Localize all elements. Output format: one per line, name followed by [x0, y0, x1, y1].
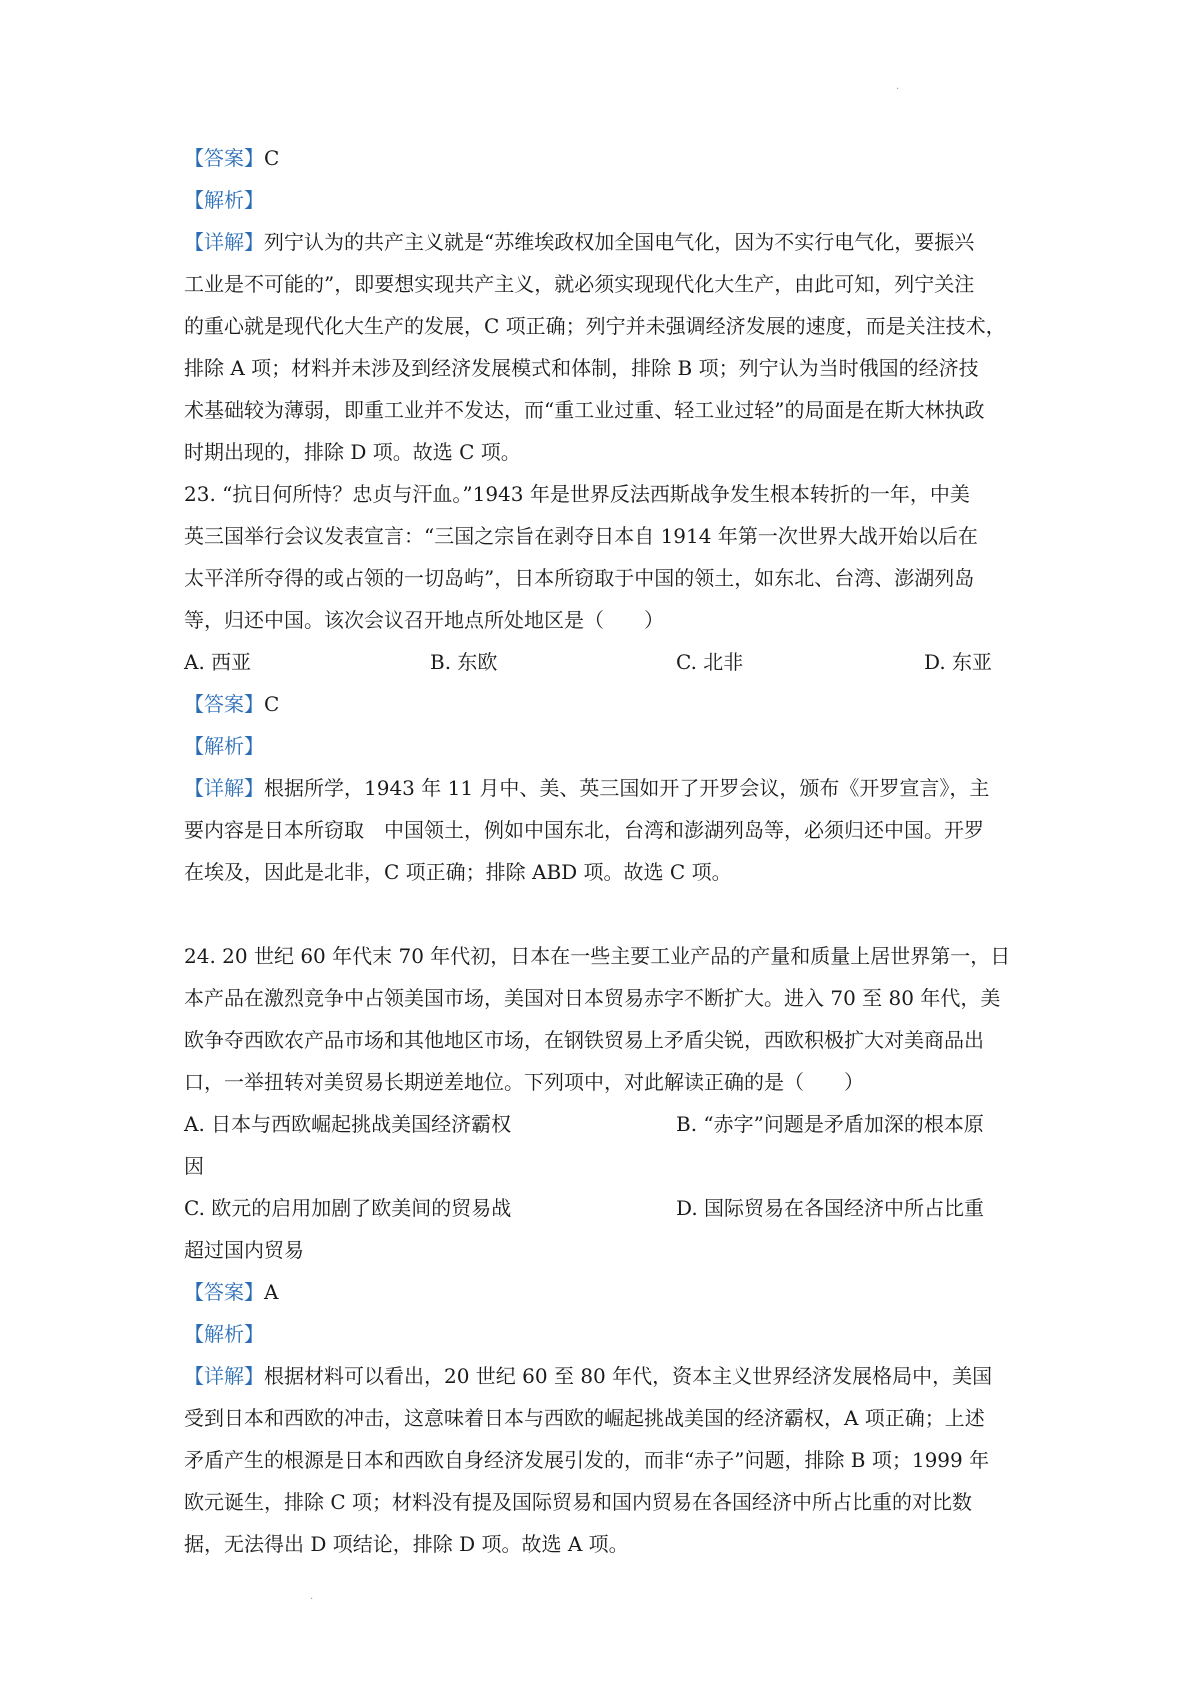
q24-detail-line-1: 受到日本和西欧的冲击，这意味着日本与西欧的崛起挑战美国的经济霸权，A 项正确；上述 [184, 1406, 985, 1430]
q24-detail-line-2: 矛盾产生的根源是日本和西欧自身经济发展引发的，而非“赤子”问题，排除 B 项；1999 年 [184, 1448, 990, 1472]
q23-option-c: C. 北非 [676, 650, 744, 674]
q24-detail-line-3: 欧元诞生，排除 C 项；材料没有提及国际贸易和国内贸易在各国经济中所占比重的对比数 [184, 1490, 973, 1514]
scan-dot-top: · [896, 84, 900, 95]
q22-detail-line-1: 工业是不可能的”，即要想实现共产主义，就必须实现现代化大生产，由此可知，列宁关注 [184, 272, 975, 296]
answer-mark: 【答案】 [184, 146, 264, 170]
answer-value: C [264, 692, 280, 716]
q24-stem-line-3: 口，一举扭转对美贸易长期逆差地位。下列项中，对此解读正确的是（ ） [184, 1070, 864, 1094]
q23-stem-line-0: 23. “抗日何所恃？忠贞与汗血。”1943 年是世界反法西斯战争发生根本转折的一年，中美 [184, 482, 970, 506]
q23-analysis-line [184, 731, 264, 761]
answer-value: A [264, 1280, 279, 1304]
q22-detail-line-4: 术基础较为薄弱，即重工业并不发达，而“重工业过重、轻工业过轻”的局面是在斯大林执政 [184, 398, 985, 422]
q23-option-d: D. 东亚 [924, 650, 993, 674]
q23-stem-line-2: 太平洋所夺得的或占领的一切岛屿”，日本所窃取于中国的领土，如东北、台湾、澎湖列岛 [184, 566, 975, 590]
q24-stem-line-1: 本产品在激烈竞争中占领美国市场，美国对日本贸易赤字不断扩大。进入 70 至 80 年代，美 [184, 986, 1001, 1010]
q24-stem-line-0: 24. 20 世纪 60 年代末 70 年代初，日本在一些主要工业产品的产量和质量上居世界第一，日 [184, 944, 1011, 968]
q24-option-c: C. 欧元的启用加剧了欧美间的贸易战 [184, 1196, 512, 1220]
detail-mark: 【详解】 [184, 1364, 264, 1388]
q22-detail-line-0 [184, 227, 974, 257]
detail-mark: 【详解】 [184, 776, 264, 800]
q24-stem-line-2: 欧争夺西欧农产品市场和其他地区市场，在钢铁贸易上矛盾尖锐，西欧积极扩大对美商品出 [184, 1028, 984, 1052]
analysis-mark: 【解析】 [184, 1322, 264, 1346]
detail-text: 根据材料可以看出，20 世纪 60 至 80 年代，资本主义世界经济发展格局中，美国 [264, 1364, 993, 1388]
detail-text: 根据所学，1943 年 11 月中、美、英三国如开了开罗会议，颁布《开罗宣言》，主 [264, 776, 990, 800]
answer-value: C [264, 146, 280, 170]
q23-detail-line-0 [184, 773, 989, 803]
q24-analysis-line [184, 1319, 264, 1349]
q23-stem-line-1: 英三国举行会议发表宣言：“三国之宗旨在剥夺日本自 1914 年第一次世界大战开始以后在 [184, 524, 978, 548]
analysis-mark: 【解析】 [184, 734, 264, 758]
q24-option-d-line2: 超过国内贸易 [184, 1238, 304, 1262]
answer-mark: 【答案】 [184, 692, 264, 716]
q22-detail-line-3: 排除 A 项；材料并未涉及到经济发展模式和体制，排除 B 项；列宁认为当时俄国的经济技 [184, 356, 979, 380]
q24-option-d-line1: D. 国际贸易在各国经济中所占比重 [676, 1196, 985, 1220]
answer-mark: 【答案】 [184, 1280, 264, 1304]
q23-answer-line [184, 689, 279, 719]
q23-detail-line-1: 要内容是日本所窃取 中国领土，例如中国东北，台湾和澎湖列岛等，必须归还中国。开罗 [184, 818, 984, 842]
q22-analysis-line [184, 185, 264, 215]
q24-answer-line [184, 1277, 278, 1307]
q24-detail-line-0 [184, 1361, 992, 1391]
scan-dot-bottom: · [310, 1594, 314, 1605]
q23-option-a: A. 西亚 [184, 650, 252, 674]
q22-answer-line [184, 143, 279, 173]
q22-detail-line-2: 的重心就是现代化大生产的发展，C 项正确；列宁并未强调经济发展的速度，而是关注技术， [184, 314, 1006, 338]
q22-detail-line-5: 时期出现的，排除 D 项。故选 C 项。 [184, 440, 521, 464]
q23-detail-line-2: 在埃及，因此是北非，C 项正确；排除 ABD 项。故选 C 项。 [184, 860, 732, 884]
q24-option-b-line2: 因 [184, 1154, 204, 1178]
q23-option-b: B. 东欧 [430, 650, 498, 674]
q24-option-b-line1: B. “赤字”问题是矛盾加深的根本原 [676, 1112, 984, 1136]
analysis-mark: 【解析】 [184, 188, 264, 212]
q24-detail-line-4: 据，无法得出 D 项结论，排除 D 项。故选 A 项。 [184, 1532, 629, 1556]
detail-text: 列宁认为的共产主义就是“苏维埃政权加全国电气化，因为不实行电气化，要振兴 [264, 230, 975, 254]
detail-mark: 【详解】 [184, 230, 264, 254]
q24-option-a: A. 日本与西欧崛起挑战美国经济霸权 [184, 1112, 512, 1136]
q23-stem-line-3: 等，归还中国。该次会议召开地点所处地区是（ ） [184, 608, 664, 632]
